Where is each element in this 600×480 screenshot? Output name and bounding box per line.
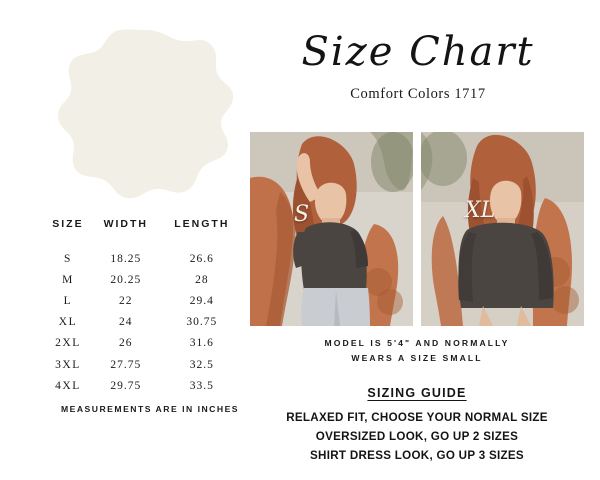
cell-size: 3XL: [55, 358, 81, 371]
cell-width: 22: [119, 294, 133, 307]
table-header-row: [44, 218, 244, 248]
decorative-blob-shape: [52, 28, 238, 204]
title-block: [268, 30, 568, 103]
page-title: Size Chart: [301, 29, 535, 75]
column-header-length: LENGTH: [174, 218, 230, 230]
cell-size: L: [63, 294, 73, 307]
cell-length: 33.5: [189, 379, 214, 392]
cell-length: 29.4: [189, 294, 214, 307]
cell-length: 30.75: [186, 316, 218, 329]
page-subtitle: Comfort Colors 1717: [350, 86, 486, 102]
cell-size: XL: [58, 316, 78, 329]
table-row: [44, 248, 244, 269]
cell-length: 28: [195, 273, 209, 286]
sizing-guide-heading: SIZING GUIDE: [367, 386, 467, 400]
table-row: [44, 375, 244, 396]
tee-label-xl: XL: [465, 198, 496, 223]
column-header-size: SIZE: [52, 218, 84, 230]
cell-width: 26: [119, 337, 133, 350]
cell-width: 27.75: [110, 358, 142, 371]
model-note: [250, 336, 584, 366]
cell-width: 20.25: [110, 273, 142, 286]
cell-length: 31.6: [189, 337, 214, 350]
cell-length: 26.6: [189, 252, 214, 265]
cell-width: 29.75: [110, 379, 142, 392]
model-note-line-2: WEARS A SIZE SMALL: [351, 353, 483, 364]
cell-length: 32.5: [189, 358, 214, 371]
measurements-note: MEASUREMENTS ARE IN INCHES: [60, 404, 240, 414]
sizing-guide-line-3: SHIRT DRESS LOOK, GO UP 3 SIZES: [310, 448, 524, 462]
model-photo-size-s: [250, 132, 413, 326]
table-row: [44, 290, 244, 311]
sizing-guide-line-2: OVERSIZED LOOK, GO UP 2 SIZES: [315, 429, 519, 443]
table-row: [44, 354, 244, 375]
column-header-width: WIDTH: [103, 218, 148, 230]
table-row: [44, 269, 244, 290]
model-note-line-1: MODEL IS 5'4" AND NORMALLY: [324, 338, 510, 348]
sizing-guide: [250, 386, 584, 465]
table-row: [44, 333, 244, 354]
cell-size: M: [62, 273, 74, 286]
cell-width: 24: [119, 316, 133, 329]
cell-width: 18.25: [110, 252, 142, 265]
cell-size: S: [63, 252, 72, 265]
model-photo-size-xl: [421, 132, 584, 326]
tee-label-s: S: [294, 202, 310, 227]
table-row: [44, 312, 244, 333]
size-table: [44, 218, 244, 396]
cell-size: 2XL: [55, 337, 81, 350]
model-photos: [250, 132, 584, 326]
sizing-guide-line-1: RELAXED FIT, CHOOSE YOUR NORMAL SIZE: [286, 411, 548, 424]
cell-size: 4XL: [55, 379, 81, 392]
